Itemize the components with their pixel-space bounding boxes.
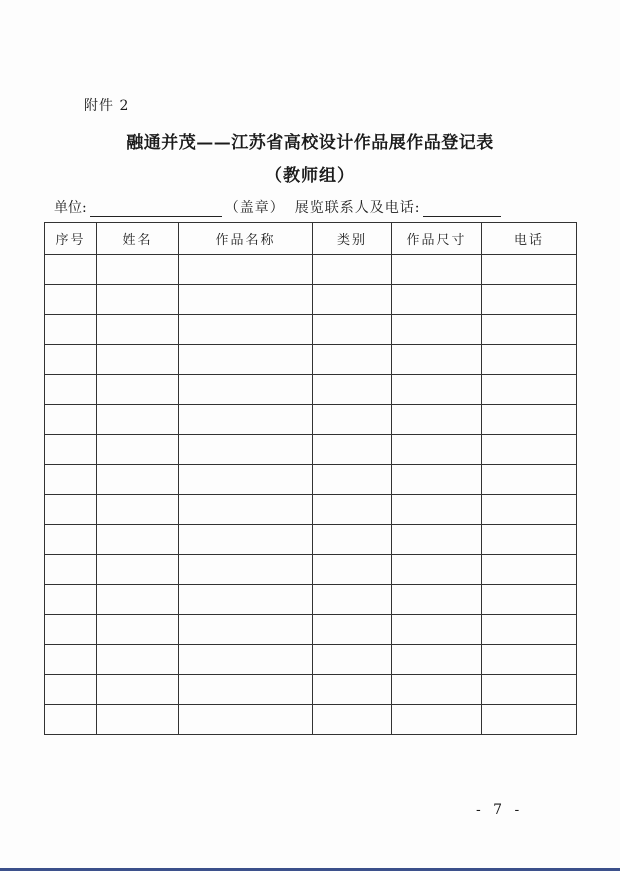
table-cell xyxy=(482,465,577,495)
table-cell xyxy=(97,465,179,495)
page-bottom-edge xyxy=(0,868,620,871)
table-cell xyxy=(179,585,313,615)
table-cell xyxy=(392,315,482,345)
table-cell xyxy=(179,675,313,705)
table-cell xyxy=(45,675,97,705)
header-category: 类别 xyxy=(313,223,392,255)
table-row xyxy=(45,435,577,465)
table-row xyxy=(45,465,577,495)
table-cell xyxy=(97,495,179,525)
table-cell xyxy=(482,525,577,555)
table-cell xyxy=(313,555,392,585)
table-cell xyxy=(392,675,482,705)
table-cell xyxy=(179,315,313,345)
table-row xyxy=(45,315,577,345)
table-cell xyxy=(97,285,179,315)
table-cell xyxy=(45,555,97,585)
table-cell xyxy=(45,375,97,405)
table-cell xyxy=(45,465,97,495)
table-cell xyxy=(313,495,392,525)
table-row xyxy=(45,705,577,735)
table-cell xyxy=(179,405,313,435)
table-cell xyxy=(313,375,392,405)
form-subtitle: （教师组） xyxy=(265,166,355,186)
table-row xyxy=(45,375,577,405)
table-cell xyxy=(179,375,313,405)
header-phone: 电话 xyxy=(482,223,577,255)
table-cell xyxy=(313,525,392,555)
table-cell xyxy=(179,435,313,465)
header-name: 姓名 xyxy=(97,223,179,255)
table-row xyxy=(45,495,577,525)
table-cell xyxy=(45,255,97,285)
table-row xyxy=(45,525,577,555)
table-cell xyxy=(179,495,313,525)
table-cell xyxy=(45,285,97,315)
table-cell xyxy=(482,405,577,435)
table-cell xyxy=(392,495,482,525)
table-cell xyxy=(482,435,577,465)
table-cell xyxy=(45,645,97,675)
table-row xyxy=(45,345,577,375)
table-row xyxy=(45,615,577,645)
table-cell xyxy=(392,435,482,465)
table-cell xyxy=(392,645,482,675)
table-cell xyxy=(97,705,179,735)
table-cell xyxy=(179,555,313,585)
page-number: - 7 - xyxy=(476,802,524,818)
table-cell xyxy=(313,705,392,735)
table-cell xyxy=(179,645,313,675)
table-cell xyxy=(179,705,313,735)
table-cell xyxy=(97,645,179,675)
table-header-row xyxy=(45,223,577,255)
table-cell xyxy=(179,525,313,555)
attachment-label: 附件 2 xyxy=(84,98,130,114)
table-cell xyxy=(179,615,313,645)
table-cell xyxy=(97,345,179,375)
registration-table xyxy=(44,222,577,735)
table-cell xyxy=(482,555,577,585)
table-cell xyxy=(45,435,97,465)
table-cell xyxy=(45,405,97,435)
table-cell xyxy=(482,375,577,405)
table-cell xyxy=(313,675,392,705)
unit-blank xyxy=(90,202,222,217)
table-cell xyxy=(97,675,179,705)
table-cell xyxy=(313,405,392,435)
unit-label: 单位: xyxy=(54,200,87,216)
table-cell xyxy=(392,585,482,615)
table-row xyxy=(45,285,577,315)
table-row xyxy=(45,255,577,285)
header-work-size: 作品尺寸 xyxy=(392,223,482,255)
table-cell xyxy=(482,645,577,675)
table-cell xyxy=(482,675,577,705)
table-cell xyxy=(313,465,392,495)
table-cell xyxy=(392,345,482,375)
table-cell xyxy=(392,255,482,285)
table-cell xyxy=(97,405,179,435)
table-cell xyxy=(45,705,97,735)
table-row xyxy=(45,555,577,585)
table-cell xyxy=(45,345,97,375)
table-cell xyxy=(313,315,392,345)
table-cell xyxy=(97,555,179,585)
table-cell xyxy=(179,255,313,285)
header-index: 序号 xyxy=(45,223,97,255)
table-row xyxy=(45,645,577,675)
table-cell xyxy=(392,285,482,315)
table-cell xyxy=(392,375,482,405)
table-cell xyxy=(45,585,97,615)
table-cell xyxy=(313,285,392,315)
table-cell xyxy=(392,405,482,435)
table-cell xyxy=(45,315,97,345)
table-cell xyxy=(313,585,392,615)
table-cell xyxy=(97,435,179,465)
table-cell xyxy=(392,555,482,585)
table-row xyxy=(45,405,577,435)
contact-blank xyxy=(423,202,501,217)
form-title: 融通并茂——江苏省高校设计作品展作品登记表 xyxy=(126,133,494,153)
table-cell xyxy=(45,525,97,555)
table-cell xyxy=(179,285,313,315)
table-cell xyxy=(313,645,392,675)
table-cell xyxy=(482,255,577,285)
table-cell xyxy=(482,285,577,315)
table-cell xyxy=(313,615,392,645)
table-cell xyxy=(482,315,577,345)
table-cell xyxy=(482,345,577,375)
seal-label: （盖章） xyxy=(224,200,285,216)
info-line xyxy=(54,197,504,217)
table-cell xyxy=(313,345,392,375)
table-cell xyxy=(482,615,577,645)
table-cell xyxy=(179,345,313,375)
table-row xyxy=(45,675,577,705)
table-cell xyxy=(482,585,577,615)
table-cell xyxy=(97,525,179,555)
table-cell xyxy=(179,465,313,495)
table-cell xyxy=(392,705,482,735)
table-cell xyxy=(482,705,577,735)
contact-label: 展览联系人及电话: xyxy=(294,200,421,216)
table-cell xyxy=(97,615,179,645)
table-cell xyxy=(97,375,179,405)
table-cell xyxy=(392,525,482,555)
table-row xyxy=(45,585,577,615)
table-cell xyxy=(97,315,179,345)
table-cell xyxy=(313,435,392,465)
table-cell xyxy=(482,495,577,525)
header-work-title: 作品名称 xyxy=(179,223,313,255)
table-cell xyxy=(313,255,392,285)
table-cell xyxy=(392,465,482,495)
table-cell xyxy=(45,615,97,645)
table-cell xyxy=(392,615,482,645)
table-cell xyxy=(97,585,179,615)
table-cell xyxy=(45,495,97,525)
table-body xyxy=(45,255,577,735)
table-cell xyxy=(97,255,179,285)
